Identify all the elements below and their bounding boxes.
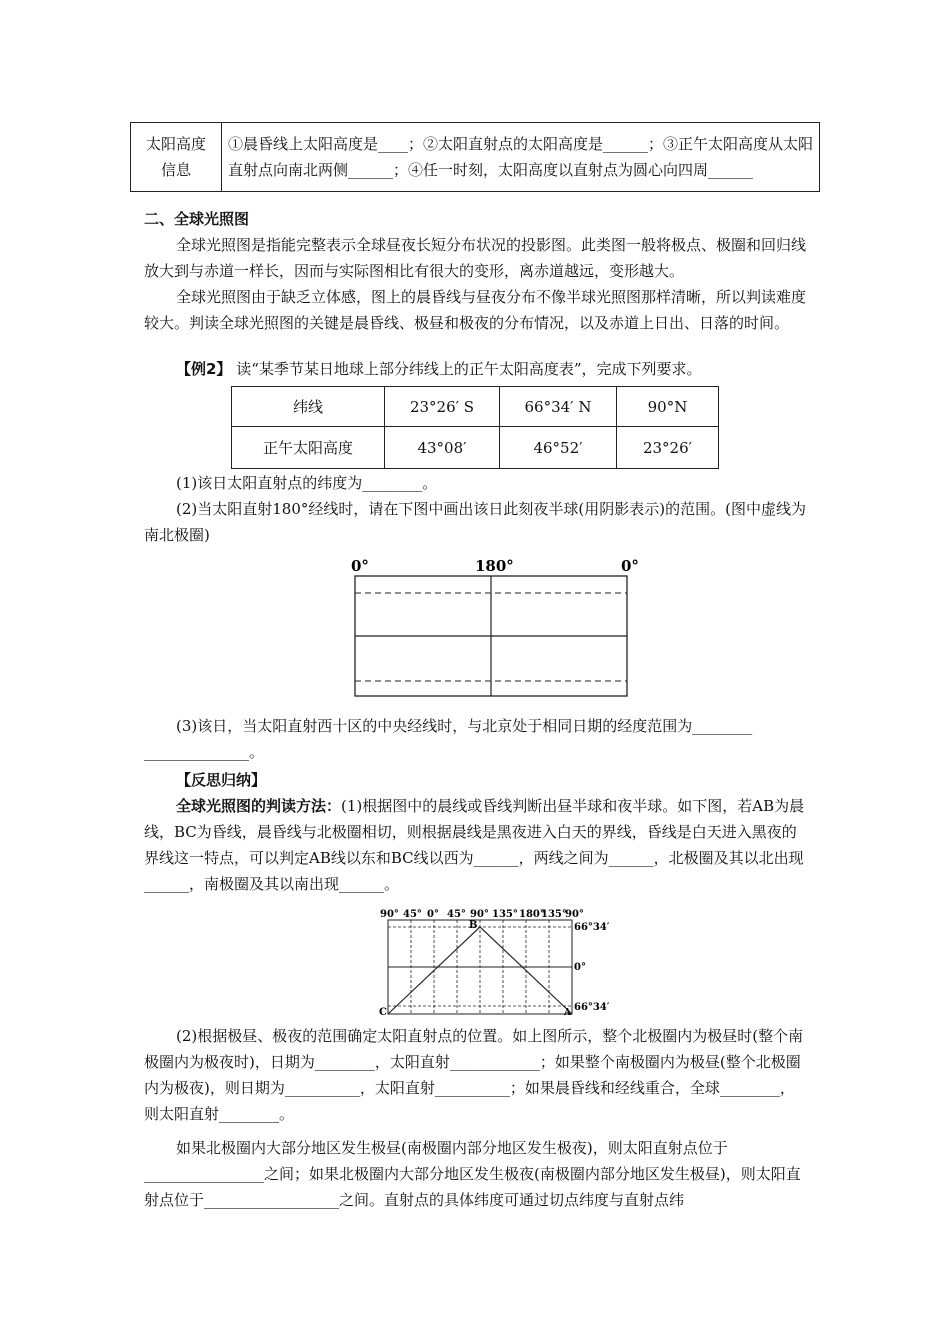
reflection-heading: 【反思归纳】: [176, 771, 267, 789]
paragraph: 全球光照图由于缺乏立体感，图上的晨昏线与昼夜分布不像半球光照图那样清晰，所以判读难度较大。判读全球光照图的关键是晨昏线、极昼和极夜的分布情况，以及赤道上日出、日落的时间。: [144, 288, 807, 332]
top-label: 90°: [470, 909, 489, 920]
top-label: 90°: [565, 909, 584, 920]
table-cell: 43°08′: [385, 427, 500, 469]
question-3-continued: ______________。: [144, 743, 265, 761]
point-c-label: C: [379, 1007, 387, 1016]
example-tag: 【例2】: [176, 360, 232, 378]
reflection-paragraph-1: [144, 793, 808, 897]
point-a-label: A: [564, 1008, 571, 1016]
blank-world-map[interactable]: [345, 552, 645, 702]
table-cell: 纬线: [232, 387, 385, 427]
table-cell: 46°52′: [500, 427, 617, 469]
paragraph: 全球光照图是指能完整表示全球昼夜长短分布状况的投影图。此类图一般将极点、极圈和回归线放大到与赤道一样长，因而与实际图相比有很大的变形，离赤道越远，变形越大。: [144, 236, 807, 280]
question-1: (1)该日太阳直射点的纬度为________。: [176, 474, 438, 492]
reflection-paragraph-2: (2)根据极昼、极夜的范围确定太阳直射点的位置。如上图所示，整个北极圈内为极昼时(整个南极圈内为极夜时)，日期为________，太阳直射____________；如果整个南极圈内为极昼(整个北极圈内为极夜)，则日期为__________，太阳直射__________；如果晨昏线和经线重合，全球________，则太阳直射________。: [144, 1027, 804, 1123]
table-cell: 23°26′ S: [385, 387, 500, 427]
reflection-lead: 全球光照图的判读方法：: [176, 797, 342, 815]
map-label-right: 0°: [621, 557, 639, 575]
right-label: 0°: [574, 962, 586, 973]
table-cell: 66°34′ N: [500, 387, 617, 427]
table-cell: 90°N: [617, 387, 719, 427]
reflection-paragraph-3: 如果北极圈内大部分地区发生极昼(南极圈内部分地区发生极夜)，则太阳直射点位于________________之间；如果北极圈内大部分地区发生极夜(南极圈内部分地区发生极昼)，则太阳直射点位于__________________之间。直射点的具体纬度可通过切点纬度与直射点纬: [144, 1139, 801, 1209]
top-label: 0°: [427, 909, 439, 920]
map-label-left: 0°: [351, 557, 369, 575]
top-label: 135°: [492, 909, 518, 920]
example-intro-text: 读“某季节某日地球上部分纬线上的正午太阳高度表”，完成下列要求。: [236, 360, 702, 378]
question-2: (2)当太阳直射180°经线时，请在下图中画出该日此刻夜半球(用阴影表示)的范围。(图中虚线为南北极圈): [144, 500, 806, 544]
example-intro: [144, 356, 808, 382]
top-label: 180°: [519, 909, 545, 920]
table-cell: 23°26′: [617, 427, 719, 469]
right-label: 66°34′: [574, 1002, 610, 1013]
top-label: 45°: [403, 909, 422, 920]
map-label-middle: 180°: [475, 557, 514, 575]
sun-altitude-info-table: [130, 122, 820, 192]
right-label: 66°34′: [574, 922, 610, 933]
noon-altitude-table: [231, 386, 719, 469]
question-3: (3)该日，当太阳直射西十区的中央经线时，与北京处于相同日期的经度范围为________: [176, 717, 753, 735]
section-heading: 二、全球光照图: [144, 210, 250, 228]
table-cell: 正午太阳高度: [232, 427, 385, 469]
global-illumination-diagram: [376, 906, 656, 1016]
top-label: 90°: [380, 909, 399, 920]
info-table-label: 太阳高度信息: [131, 123, 222, 192]
top-label: 45°: [447, 909, 466, 920]
info-table-content: ①晨昏线上太阳高度是____；②太阳直射点的太阳高度是______；③正午太阳高度从太阳直射点向南北两侧______；④任一时刻，太阳高度以直射点为圆心向四周______: [222, 123, 820, 192]
top-label: 135°: [541, 909, 567, 920]
reflection-p1-text: (1)根据图中的晨线或昏线判断出昼半球和夜半球。如下图，若AB为晨线，BC为昏线，晨昏线与北极圈相切，则根据晨线是黑夜进入白天的界线，昏线是白天进入黑夜的界线这一特点，可以判定AB线以东和BC线以西为______，两线之间为______，北极圈及其以北出现______，南极圈及其以南出现______。: [144, 797, 805, 893]
point-b-label: B: [469, 920, 478, 931]
